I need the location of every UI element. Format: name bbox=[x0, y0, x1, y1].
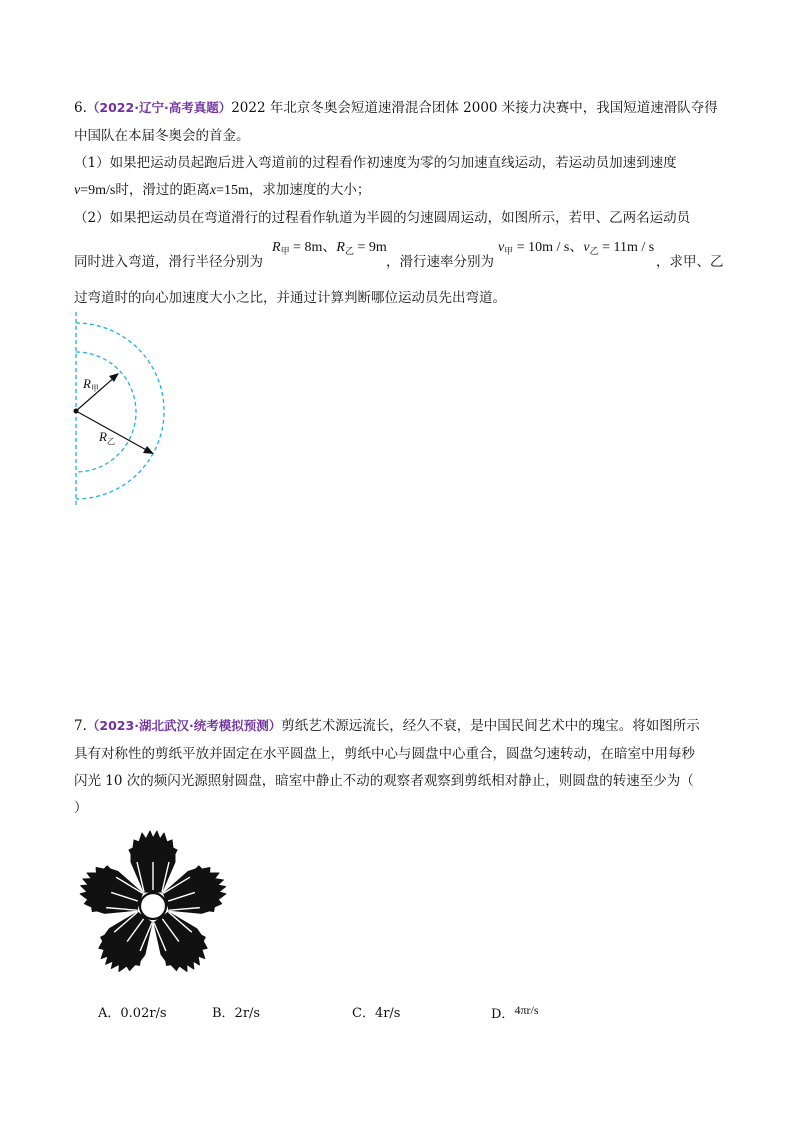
q6-tag-open: （ bbox=[86, 100, 100, 115]
q7-option-c: C．4r/s bbox=[352, 1006, 401, 1021]
q6-r1-sub: 甲 bbox=[280, 246, 290, 256]
q6-number: 6. bbox=[74, 100, 87, 116]
q7-stem-line3: 闪光 10 次的频闪光源照射圆盘，暗室中静止不动的观察者观察到剪纸相对静止，则圆盘的转速至少为（ bbox=[74, 773, 694, 789]
q6-stem-line2: 中国队在本届冬奥会的首金。 bbox=[74, 128, 250, 144]
q7-line1 bbox=[74, 716, 700, 736]
q7-number: 7. bbox=[74, 718, 87, 734]
q6-r1-symbol: R bbox=[272, 240, 281, 255]
q6-label-r1-symbol: R bbox=[83, 376, 91, 391]
q6-source-tag: 2022·辽宁·高考真题 bbox=[99, 100, 219, 115]
q6-part2-line1: （2）如果把运动员在弯道滑行的过程看作轨道为半圆的匀速圆周运动，如图所示，若甲、乙两名运动员 bbox=[74, 210, 691, 226]
q6-label-r1-sub: 甲 bbox=[90, 384, 99, 393]
q7-papercut-figure bbox=[72, 826, 234, 986]
q6-x-symbol: x bbox=[209, 183, 217, 198]
q6-part2-line3: 过弯道时的向心加速度大小之比，并通过计算判断哪位运动员先出弯道。 bbox=[74, 290, 506, 306]
q6-outer-arc bbox=[76, 323, 164, 499]
q6-inner-arc bbox=[76, 352, 136, 472]
q6-speeds-formula bbox=[498, 238, 654, 261]
q6-curve-figure bbox=[66, 312, 176, 512]
q6-r2-symbol: R bbox=[336, 240, 345, 255]
q6-v1-sub: 甲 bbox=[504, 246, 514, 256]
q7-papercut-center-ring bbox=[140, 893, 166, 919]
q7-tag-open: （ bbox=[86, 718, 100, 733]
q6-x-value: =15m bbox=[216, 183, 249, 198]
q6-label-r1 bbox=[82, 376, 99, 393]
q6-part2-line2-end: ，求甲、乙 bbox=[656, 254, 724, 270]
q6-part1-end: ，求加速度的大小； bbox=[248, 182, 371, 198]
q7-stem-line4: ） bbox=[74, 800, 88, 816]
q6-label-r2-symbol: R bbox=[99, 429, 107, 444]
q6-tag-close: ） bbox=[218, 100, 232, 115]
q6-r1-value: = 8m、 bbox=[289, 240, 337, 255]
q6-part2-line2-mid: ，滑行速率分别为 bbox=[386, 254, 494, 270]
q6-part1-line2 bbox=[74, 180, 370, 201]
q6-v1-value: = 10m / s、 bbox=[513, 240, 584, 255]
q6-radii-formula bbox=[272, 238, 387, 261]
q7-stem-line1: 剪纸艺术源远流长，经久不衰，是中国民间艺术中的瑰宝。将如图所示 bbox=[281, 718, 700, 734]
q7-tag-close: ） bbox=[268, 718, 282, 733]
q7-source-tag: 2023·湖北武汉·统考模拟预测 bbox=[99, 718, 269, 733]
q6-v-value: =9m/s bbox=[80, 183, 116, 198]
q7-option-b: B．2r/s bbox=[212, 1006, 261, 1021]
q6-r2-value: = 9m bbox=[353, 240, 387, 255]
q6-r2-sub: 乙 bbox=[344, 246, 354, 256]
q6-label-r2-sub: 乙 bbox=[106, 437, 115, 446]
q7-stem-line2: 具有对称性的剪纸平放并固定在水平圆盘上，剪纸中心与圆盘中心重合，圆盘匀速转动，在暗室中用每秒 bbox=[74, 746, 695, 762]
q6-part1-line1: （1）如果把运动员起跑后进入弯道前的过程看作初速度为零的匀加速直线运动，若运动员加速到速度 bbox=[74, 155, 677, 171]
q7-option-d bbox=[491, 1004, 539, 1025]
q6-v-symbol: v bbox=[74, 183, 81, 198]
q7-option-d-value: 4πr/s bbox=[514, 1003, 539, 1017]
q6-line1 bbox=[74, 98, 718, 118]
q6-radius-2-arrowhead bbox=[143, 446, 154, 454]
q6-v2-value: = 11m / s bbox=[598, 240, 655, 255]
q6-v2-symbol: v bbox=[583, 240, 590, 255]
q6-v2-sub: 乙 bbox=[589, 246, 599, 256]
q7-option-d-prefix: D． bbox=[491, 1007, 515, 1022]
q7-papercut-petal bbox=[129, 831, 177, 892]
q7-option-a: A．0.02r/s bbox=[98, 1006, 167, 1021]
q6-part2-line2-start: 同时进入弯道，滑行半径分别为 bbox=[74, 254, 263, 270]
q6-v1-symbol: v bbox=[498, 240, 505, 255]
q6-radius-1-line bbox=[76, 376, 116, 411]
q6-part1-mid: 时，滑过的距离 bbox=[115, 182, 210, 198]
q6-stem-line1: 2022 年北京冬奥会短道速滑混合团体 2000 米接力决赛中，我国短道速滑队夺得 bbox=[231, 100, 718, 116]
